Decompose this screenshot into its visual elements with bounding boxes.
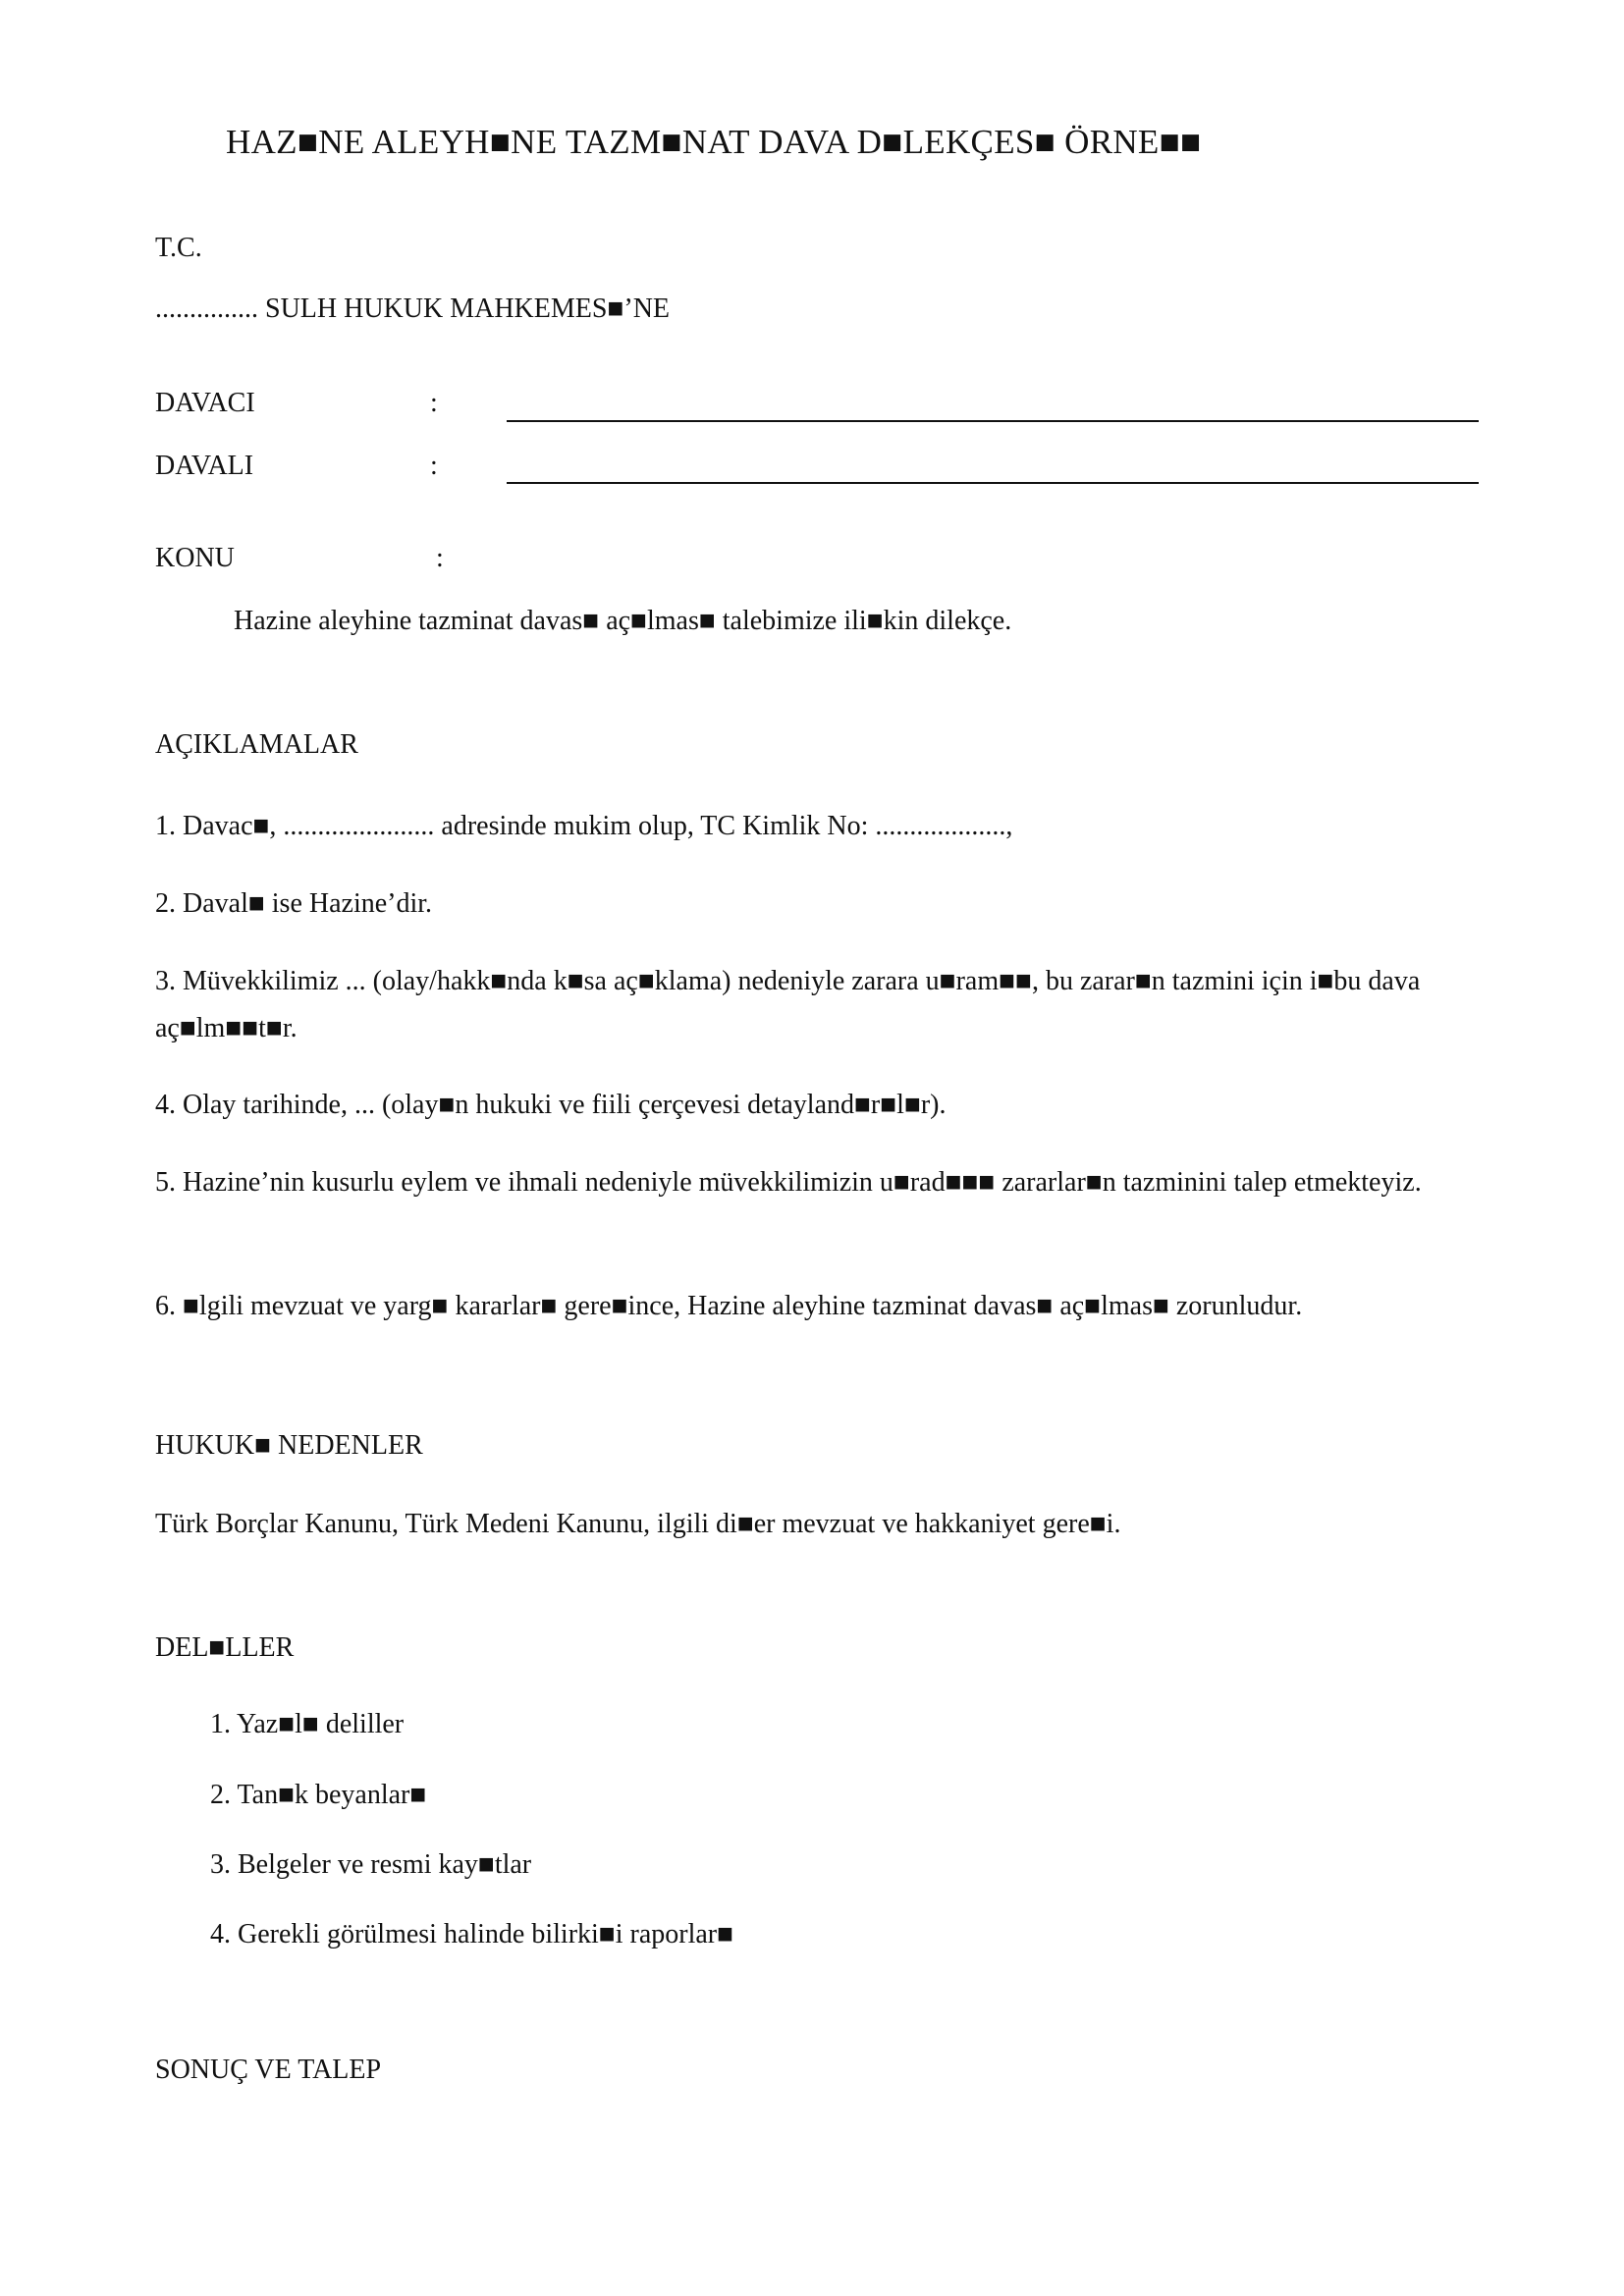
aciklama-item-1: 1. Davac■, ...................... adresinde mukim olup, TC Kimlik No: ..................., xyxy=(155,811,1013,841)
konu-colon: : xyxy=(436,543,444,573)
davali-label: DAVALI xyxy=(155,451,254,481)
hukuki-nedenler-text: Türk Borçlar Kanunu, Türk Medeni Kanunu, ilgili di■er mevzuat ve hakkaniyet gere■i. xyxy=(155,1509,1121,1539)
davaci-colon: : xyxy=(430,388,438,418)
delil-item-4: 4. Gerekli görülmesi halinde bilirki■i raporlar■ xyxy=(210,1919,734,1949)
court-name: ............... SULH HUKUK MAHKEMES■’NE xyxy=(155,294,671,324)
davali-colon: : xyxy=(430,451,438,481)
hukuki-nedenler-heading: HUKUK■ NEDENLER xyxy=(155,1430,423,1461)
aciklamalar-heading: AÇIKLAMALAR xyxy=(155,729,358,760)
sonuc-heading: SONUÇ VE TALEP xyxy=(155,2055,382,2085)
delil-item-2: 2. Tan■k beyanlar■ xyxy=(210,1780,427,1810)
aciklama-item-2: 2. Daval■ ise Hazine’dir. xyxy=(155,888,433,919)
aciklama-item-3: 3. Müvekkilimiz ... (olay/hakk■nda k■sa aç■klama) nedeniyle zarara u■ram■■, bu zarar■n tazmini için i■bu dava aç■lm■■t■r. xyxy=(155,966,1421,1043)
aciklama-item-4: 4. Olay tarihinde, ... (olay■n hukuki ve fiili çerçevesi detayland■r■l■r). xyxy=(155,1090,947,1120)
delil-item-3: 3. Belgeler ve resmi kay■tlar xyxy=(210,1849,532,1880)
deliller-heading: DEL■LLER xyxy=(155,1632,295,1663)
delil-item-1: 1. Yaz■l■ deliller xyxy=(210,1709,405,1739)
document-title: HAZ■NE ALEYH■NE TAZM■NAT DAVA D■LEKÇES■ ÖRNE■■ xyxy=(226,123,1202,161)
davaci-label: DAVACI xyxy=(155,388,255,418)
konu-text: Hazine aleyhine tazminat davas■ aç■lmas■ talebimize ili■kin dilekçe. xyxy=(234,606,1012,636)
aciklama-item-5: 5. Hazine’nin kusurlu eylem ve ihmali nedeniyle müvekkilimizin u■rad■■■ zararlar■n tazminini talep etmekteyiz. xyxy=(155,1167,1422,1198)
aciklama-item-6: 6. ■lgili mevzuat ve yarg■ kararlar■ gere■ince, Hazine aleyhine tazminat davas■ aç■lmas■ zorunludur. xyxy=(155,1291,1303,1321)
davali-fill-line xyxy=(507,482,1479,484)
konu-label: KONU xyxy=(155,543,235,573)
davaci-fill-line xyxy=(507,420,1479,422)
tc-label: T.C. xyxy=(155,233,202,263)
